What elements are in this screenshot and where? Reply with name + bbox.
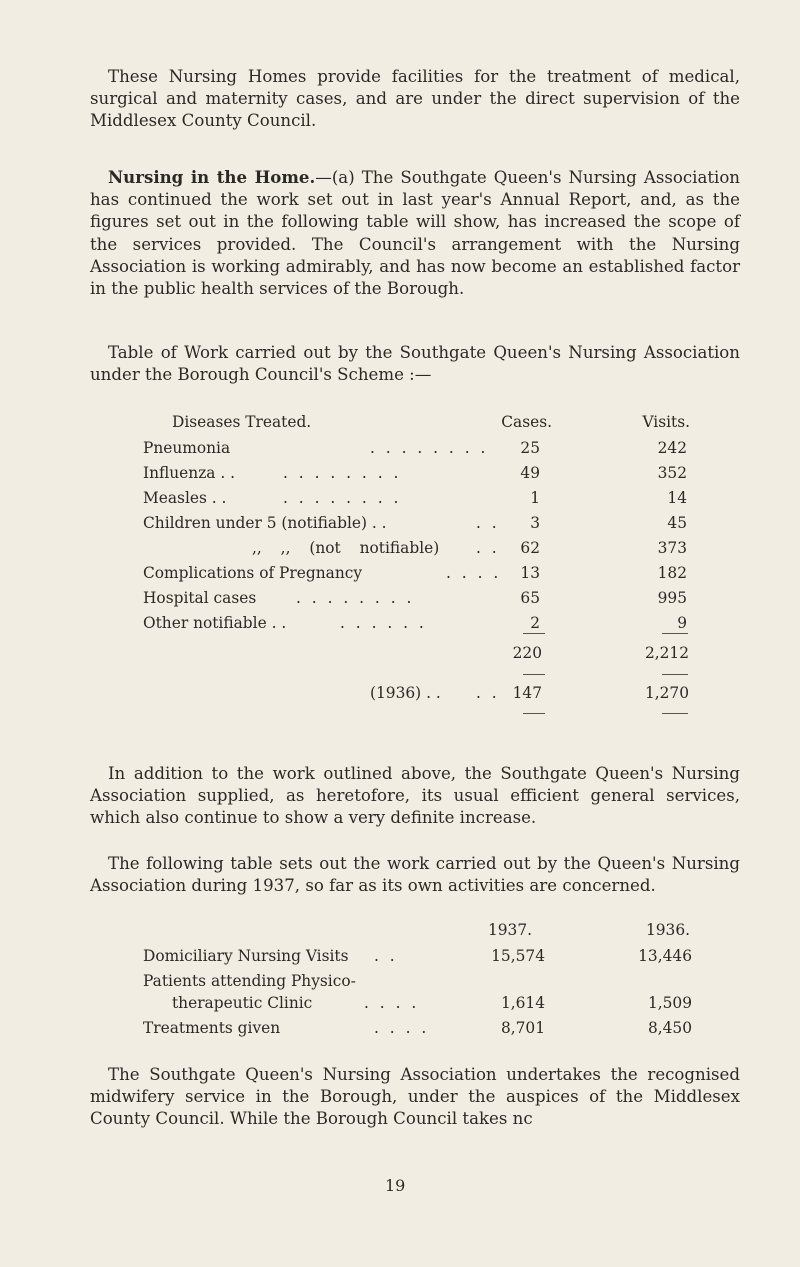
intro-paragraph: These Nursing Homes provide facilities for the treatment of medical, surgical and maternity cases, and are under the direct supervision of the Middlesex County Council.: [90, 67, 740, 131]
leader-dots: . .: [476, 514, 500, 532]
row-label: Influenza . .: [143, 464, 236, 482]
rule: [662, 713, 688, 714]
cases-cell: 65: [520, 589, 540, 607]
leader-dots: . . . . . . . .: [370, 439, 489, 457]
rule: [523, 633, 545, 634]
visits-cell: 45: [667, 514, 687, 532]
nursing-paragraph: [90, 166, 740, 300]
row-label: Complications of Pregnancy: [143, 564, 363, 582]
leader-dots: . . . .: [446, 564, 502, 582]
row-label: Other notifiable . .: [143, 614, 287, 632]
midwifery-paragraph: The Southgate Queen's Nursing Association undertakes the recognised midwifery service in the Borough, under the auspices of the Middlesex County Council. While the Borough Council takes nc: [90, 1065, 740, 1129]
value-1937: 15,574: [491, 947, 545, 965]
col-header-diseases: Diseases Treated.: [172, 413, 312, 431]
row-label: Domiciliary Nursing Visits: [143, 947, 349, 965]
addition-paragraph: In addition to the work outlined above, the Southgate Queen's Nursing Association supplied, as heretofore, its usual efficient general services, which also continue to show a very definite increase.: [90, 764, 740, 828]
value-1937: 8,701: [500, 1019, 545, 1037]
total-cases: 220: [512, 644, 542, 662]
row-label: Pneumonia: [143, 439, 231, 457]
value-1936: 8,450: [647, 1019, 692, 1037]
rule: [662, 674, 688, 675]
cases-cell: 25: [520, 439, 540, 457]
leader-dots: . .: [374, 947, 398, 965]
cases-cell: 2: [530, 614, 540, 632]
value-1937: 1,614: [500, 994, 545, 1012]
value-1936: 1,509: [647, 994, 692, 1012]
nursing-heading: Nursing in the Home.: [108, 167, 316, 187]
cases-cell: 62: [520, 539, 540, 557]
leader-dots: . . . . . . . .: [283, 464, 402, 482]
total-visits: 2,212: [644, 644, 689, 662]
row-label: ,, ,, (not notifiable): [252, 539, 440, 557]
row-label: Patients attending Physico-: [143, 972, 356, 990]
leader-dots: . .: [476, 684, 500, 702]
visits-cell: 352: [657, 464, 687, 482]
prev-visits: 1,270: [644, 684, 689, 702]
prev-cases: 147: [512, 684, 542, 702]
table2-caption: The following table sets out the work carried out by the Queen's Nursing Association during 1937, so far as its own activities are concerned.: [90, 854, 740, 896]
col-header-cases: Cases.: [501, 413, 552, 431]
col-header-visits: Visits.: [642, 413, 690, 431]
cases-cell: 3: [530, 514, 540, 532]
visits-cell: 14: [667, 489, 687, 507]
rule: [523, 713, 545, 714]
cases-cell: 1: [530, 489, 540, 507]
row-label: Measles . .: [143, 489, 227, 507]
leader-dots: . . . . . . . .: [296, 589, 415, 607]
rule: [523, 674, 545, 675]
cases-cell: 49: [520, 464, 540, 482]
visits-cell: 995: [657, 589, 687, 607]
table1-caption: Table of Work carried out by the Southgate Queen's Nursing Association under the Borough Council's Scheme :—: [90, 343, 740, 385]
leader-dots: . . . .: [374, 1019, 430, 1037]
visits-cell: 182: [657, 564, 687, 582]
leader-dots: . . . . . .: [340, 614, 427, 632]
col-header-1937: 1937.: [487, 921, 532, 939]
nursing-body: —(a) The Southgate Queen's Nursing Association has continued the work set out in last year's Annual Report, and, as the figures set out in the following table will show, has increased the scope of the services provided. The Council's arrangement with the Nursing Association is working admirably, and has now become an established factor in the public health services of the Borough.: [90, 168, 740, 299]
visits-cell: 373: [657, 539, 687, 557]
cases-cell: 13: [520, 564, 540, 582]
row-label-continued: therapeutic Clinic: [172, 994, 313, 1012]
prev-year-label: (1936) . .: [370, 684, 441, 702]
page-number: 19: [385, 1176, 406, 1195]
leader-dots: . . . .: [364, 994, 420, 1012]
leader-dots: . .: [476, 539, 500, 557]
visits-cell: 242: [657, 439, 687, 457]
leader-dots: . . . . . . . .: [283, 489, 402, 507]
value-1936: 13,446: [638, 947, 692, 965]
visits-cell: 9: [677, 614, 687, 632]
row-label: Children under 5 (notifiable) . .: [143, 514, 387, 532]
row-label: Hospital cases: [143, 589, 257, 607]
rule: [662, 633, 688, 634]
col-header-1936: 1936.: [645, 921, 690, 939]
row-label: Treatments given: [143, 1019, 281, 1037]
